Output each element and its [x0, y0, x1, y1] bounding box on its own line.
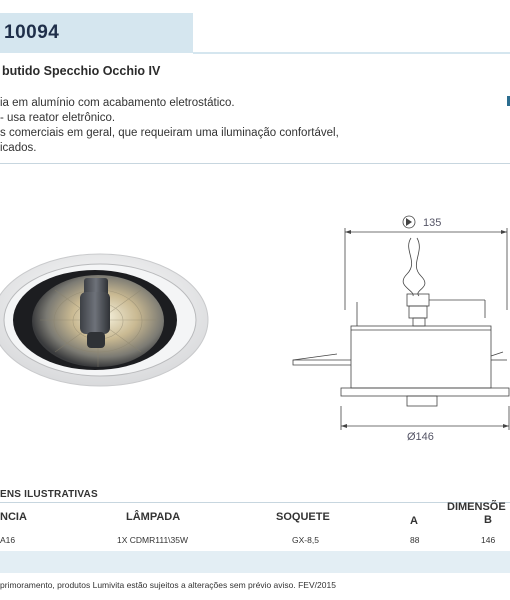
- bottom-dimension-label: Ø146: [407, 431, 434, 443]
- product-code: 10094: [4, 22, 60, 43]
- cell-lampada: 1X CDMR111\35W: [117, 535, 189, 545]
- cell-soquete: GX-8,5: [292, 535, 319, 545]
- table-heading: ENS ILUSTRATIVAS: [0, 489, 98, 500]
- wire-symbol-icon: [403, 216, 415, 228]
- description-line: s comerciais em geral, que requeiram uma iluminação confortável,: [0, 127, 339, 139]
- cell-a: 88: [410, 535, 420, 545]
- description-rule: [0, 163, 510, 164]
- header-potencia: NCIA: [0, 511, 27, 523]
- description-line: - usa reator eletrônico.: [0, 112, 116, 124]
- description-line: icados.: [0, 142, 37, 154]
- technical-drawing: [285, 210, 510, 450]
- header-soquete: SOQUETE: [276, 511, 330, 523]
- description-line: ia em alumínio com acabamento eletrostático.: [0, 97, 235, 109]
- product-title: butido Specchio Occhio IV: [2, 64, 161, 78]
- table-heading-rule: [0, 502, 510, 503]
- header-lampada: LÂMPADA: [126, 511, 181, 523]
- header-a: A: [410, 515, 418, 527]
- header-rule: [193, 52, 510, 54]
- header-b: B: [484, 514, 492, 526]
- cell-potencia: A16: [0, 535, 16, 545]
- product-description: [0, 96, 339, 156]
- table-footer-band: [0, 551, 510, 573]
- header-dimensoes: DIMENSÕE: [447, 501, 506, 513]
- top-dimension-label: 135: [423, 217, 442, 229]
- footer-note: primoramento, produtos Lumivita estão sujeitos a alterações sem prévio aviso. FEV/2015: [0, 580, 336, 590]
- lamp-photo: [0, 250, 215, 390]
- cell-b: 146: [481, 535, 496, 545]
